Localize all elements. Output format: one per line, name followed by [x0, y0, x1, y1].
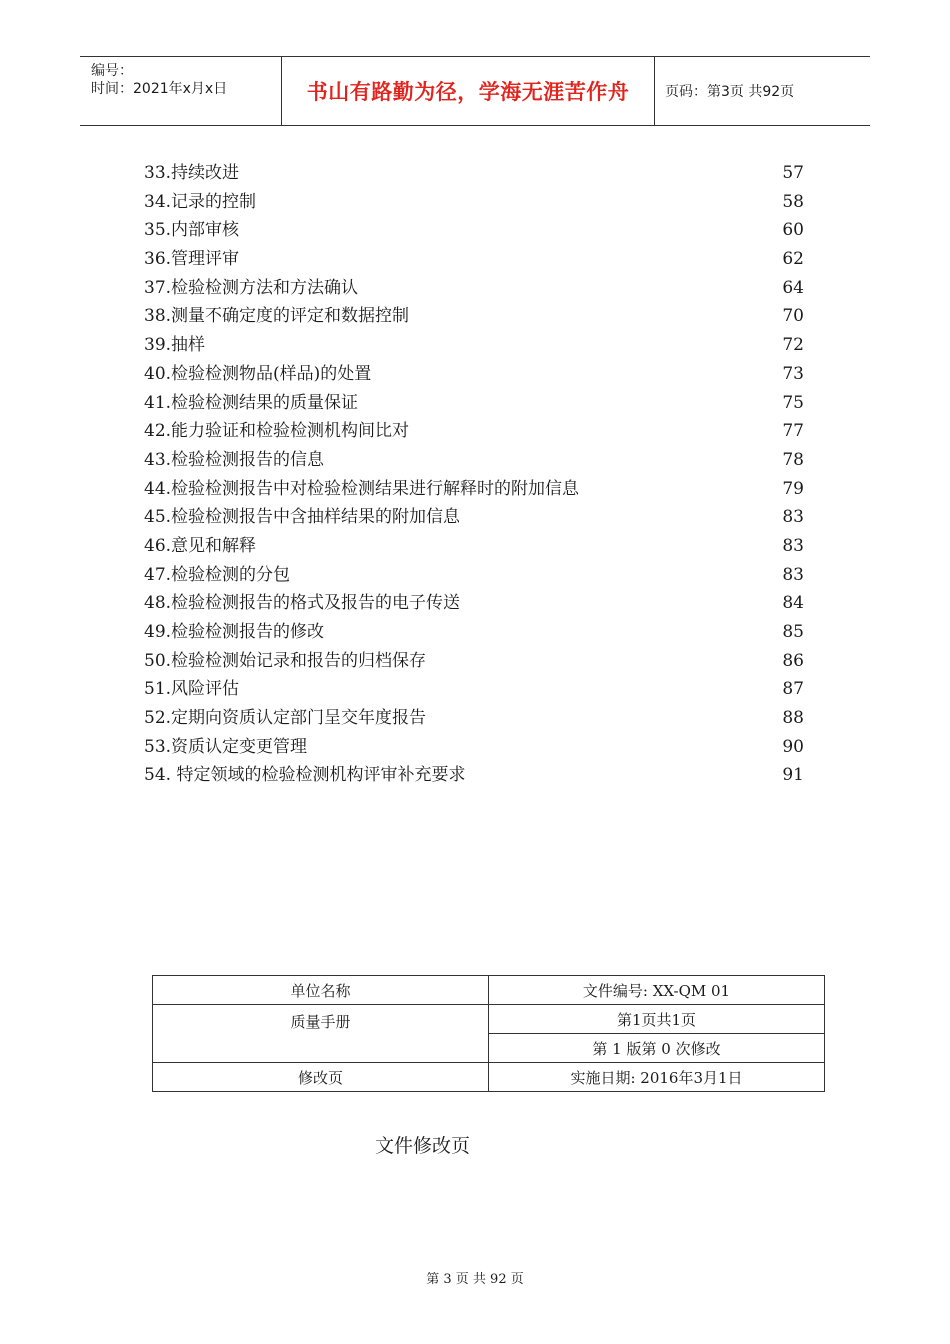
toc-item[interactable] [144, 216, 806, 245]
file-number-cell: 文件编号: XX-QM 01 [489, 976, 825, 1005]
doc-number-label: 编号： [91, 63, 133, 79]
toc-item[interactable] [144, 188, 806, 217]
toc-title: 41.检验检测结果的质量保证 [144, 392, 359, 413]
effective-date-cell: 实施日期: 2016年3月1日 [489, 1063, 825, 1092]
toc-page: 88 [782, 708, 804, 729]
toc-page: 72 [782, 335, 804, 356]
toc-page: 60 [782, 220, 804, 241]
toc-title: 46.意见和解释 [144, 535, 257, 556]
toc-page: 83 [782, 535, 804, 556]
toc-title: 34.记录的控制 [144, 191, 257, 212]
toc-page: 62 [782, 249, 804, 270]
motto-text: 书山有路勤为径，学海无涯苦作舟 [306, 80, 630, 104]
toc-item[interactable] [144, 761, 806, 790]
toc-title: 33.持续改进 [144, 163, 240, 183]
table-row [153, 1005, 825, 1034]
toc-item[interactable] [144, 159, 806, 188]
header-motto-cell [281, 57, 655, 125]
toc-item[interactable] [144, 618, 806, 647]
toc-item[interactable] [144, 647, 806, 676]
toc-item[interactable] [144, 446, 806, 475]
table-row [153, 1063, 825, 1092]
toc-item[interactable] [144, 589, 806, 618]
toc-item[interactable] [144, 331, 806, 360]
page-of-cell: 第1页共1页 [489, 1005, 825, 1034]
toc-title: 36.管理评审 [144, 249, 240, 270]
toc-title: 45.检验检测报告中含抽样结果的附加信息 [144, 507, 461, 528]
toc-title: 53.资质认定变更管理 [144, 736, 308, 757]
toc-title: 35.内部审核 [144, 220, 240, 241]
table-of-contents [144, 159, 806, 790]
revision-page-cell: 修改页 [153, 1063, 489, 1092]
toc-page: 83 [782, 564, 804, 585]
toc-item[interactable] [144, 532, 806, 561]
document-title: 文件修改页 [375, 1135, 471, 1157]
toc-page: 85 [782, 622, 804, 642]
header-page-cell [655, 57, 870, 125]
toc-page: 70 [782, 306, 804, 327]
toc-page: 58 [782, 191, 804, 212]
toc-item[interactable] [144, 389, 806, 418]
manual-cell: 质量手册 [153, 1005, 489, 1063]
toc-title: 52.定期向资质认定部门呈交年度报告 [144, 708, 427, 729]
toc-item[interactable] [144, 704, 806, 733]
toc-title: 43.检验检测报告的信息 [144, 449, 325, 470]
toc-page: 87 [782, 679, 804, 700]
toc-item[interactable] [144, 675, 806, 704]
edition-cell: 第 1 版第 0 次修改 [489, 1034, 825, 1063]
toc-item[interactable] [144, 503, 806, 532]
toc-page: 64 [782, 277, 804, 298]
toc-item[interactable] [144, 733, 806, 762]
toc-title: 39.抽样 [144, 335, 206, 356]
toc-title: 37.检验检测方法和方法确认 [144, 277, 359, 298]
toc-page: 73 [782, 363, 804, 384]
toc-item[interactable] [144, 417, 806, 446]
toc-item[interactable] [144, 360, 806, 389]
toc-page: 57 [782, 163, 804, 183]
time-label: 时间：2021年x月x日 [91, 81, 228, 97]
unit-name-cell: 单位名称 [153, 976, 489, 1005]
toc-page: 79 [782, 478, 804, 499]
toc-item[interactable] [144, 302, 806, 331]
toc-item[interactable] [144, 561, 806, 590]
toc-page: 78 [782, 449, 804, 470]
table-row [153, 976, 825, 1005]
toc-title: 49.检验检测报告的修改 [144, 622, 325, 642]
toc-title: 50.检验检测始记录和报告的归档保存 [144, 650, 427, 671]
toc-title: 42.能力验证和检验检测机构间比对 [144, 421, 410, 442]
toc-page: 84 [782, 593, 804, 614]
page-header [80, 56, 870, 126]
toc-title: 48.检验检测报告的格式及报告的电子传送 [144, 593, 461, 614]
toc-page: 86 [782, 650, 804, 671]
toc-item[interactable] [144, 475, 806, 504]
toc-title: 44.检验检测报告中对检验检测结果进行解释时的附加信息 [144, 478, 580, 499]
toc-title: 54. 特定领域的检验检测机构评审补充要求 [144, 765, 466, 786]
toc-title: 47.检验检测的分包 [144, 564, 291, 585]
page-label: 页码：第3页 共92页 [665, 84, 795, 100]
toc-page: 83 [782, 507, 804, 528]
toc-item[interactable] [144, 245, 806, 274]
toc-title: 51.风险评估 [144, 679, 240, 700]
toc-page: 91 [782, 765, 804, 786]
page-footer: 第 3 页 共 92 页 [426, 1272, 524, 1287]
header-meta-cell [80, 57, 281, 125]
toc-title: 40.检验检测物品(样品)的处置 [144, 363, 372, 384]
toc-item[interactable] [144, 274, 806, 303]
toc-page: 77 [782, 421, 804, 442]
toc-title: 38.测量不确定度的评定和数据控制 [144, 306, 410, 327]
toc-page: 90 [782, 736, 804, 757]
revision-info-table [152, 975, 825, 1092]
toc-page: 75 [782, 392, 804, 413]
